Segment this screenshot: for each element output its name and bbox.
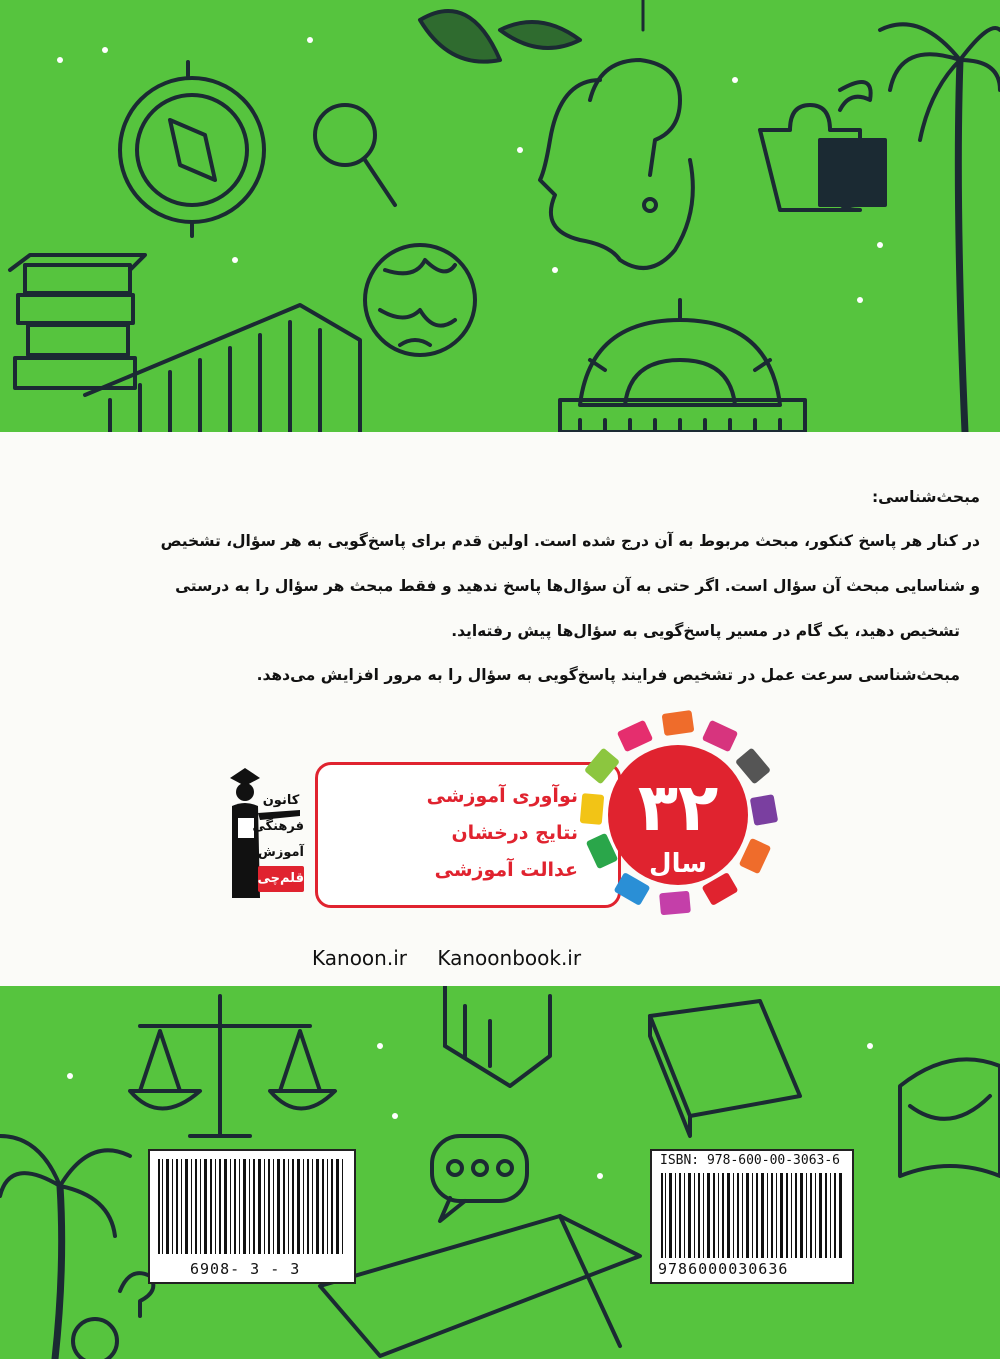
top-illustration	[0, 0, 1000, 432]
anniversary-badge	[575, 710, 780, 920]
url-kanoon[interactable]: Kanoon.ir	[312, 946, 407, 970]
magnifier-icon-bottom	[73, 1273, 153, 1359]
protractor-icon	[560, 300, 805, 432]
puzzle-icon	[760, 82, 885, 210]
barcode-right	[650, 1149, 854, 1284]
publisher-name	[252, 788, 304, 892]
paragraph-line-1: در کنار هر پاسخ کنکور، مبحث مربوط به آن درج شده است. اولین قدم برای پاسخ‌گویی به هر سؤال، تشخیص	[160, 532, 980, 550]
paragraph-line-2: و شناسایی مبحث آن سؤال است. اگر حتی به آن سؤال‌ها پاسخ ندهید و فقط مبحث هر سؤال را به درستی	[175, 577, 980, 595]
top-doodles	[0, 0, 1000, 432]
barcode-left	[148, 1149, 356, 1284]
isbn-digits: 9786000030636	[658, 1260, 789, 1278]
barcode-bars-icon	[152, 1159, 352, 1254]
paragraph-last-line: مبحث‌شناسی سرعت عمل در تشخیص فرایند پاسخ‌گویی به سؤال را به مرور افزایش می‌دهد.	[256, 666, 960, 684]
slogan-3: عدالت آموزشی	[434, 859, 578, 881]
barcode-left-digits: 6908- 3 - 3	[190, 1260, 301, 1278]
isbn-label: ISBN: 978-600-00-3063-6	[660, 1153, 841, 1168]
paragraph-line-3: تشخیص دهید، یک گام در مسیر پاسخ‌گویی به سؤال‌ها پیش رفته‌اید.	[451, 622, 960, 640]
url-kanoonbook[interactable]: Kanoonbook.ir	[437, 946, 582, 970]
slogan-1: نوآوری آموزشی	[426, 785, 578, 807]
cake-icon	[900, 1059, 1000, 1176]
publisher-logo	[220, 710, 780, 920]
scales-icon	[130, 996, 335, 1136]
leaf-icon	[420, 0, 643, 62]
publisher-word-3: آموزش	[257, 845, 304, 860]
palm-tree-icon	[880, 24, 1000, 432]
section-heading: مبحث‌شناسی:	[871, 488, 980, 506]
slogan-2: نتایج درخشان	[451, 822, 578, 844]
isbn-barcode-bars-icon	[659, 1173, 845, 1258]
books-icon	[10, 255, 145, 388]
speech-bubble-icon	[432, 1136, 527, 1221]
book-icon	[650, 1001, 800, 1136]
globe-icon	[365, 245, 475, 355]
compass-icon	[120, 62, 264, 236]
magnifier-icon	[315, 105, 395, 205]
website-links	[312, 946, 605, 970]
badge-number: ۳۲	[637, 769, 719, 846]
head-question-icon	[540, 60, 693, 268]
publisher-word-4: قلم‌چی	[258, 866, 304, 892]
chart-icon	[445, 986, 550, 1086]
pencil-icon	[320, 1216, 640, 1356]
publisher-word-2: فرهنگی	[252, 819, 304, 834]
badge-word: سال	[649, 849, 707, 879]
publisher-word-1: کانون	[262, 793, 300, 808]
